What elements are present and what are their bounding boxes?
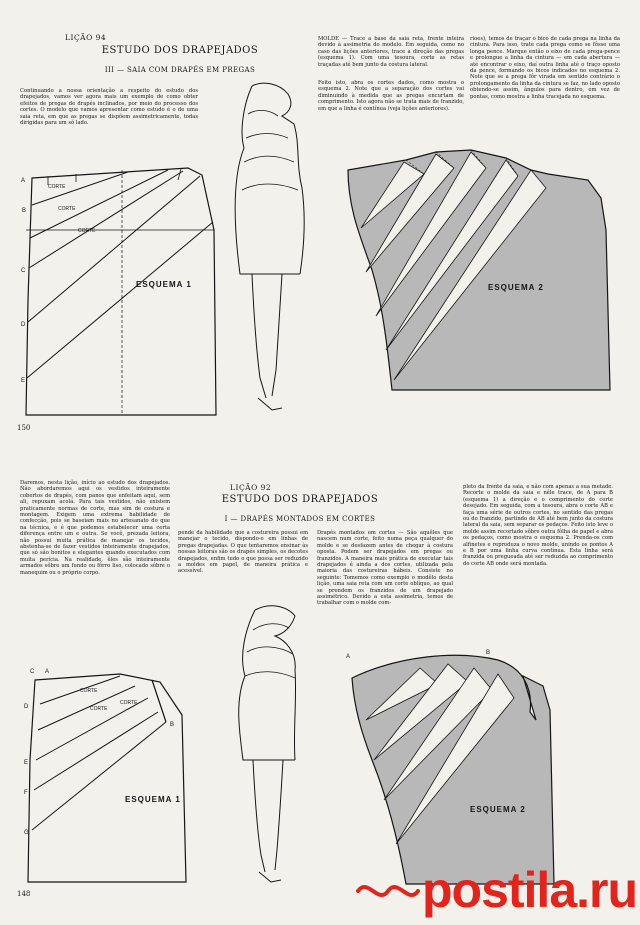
scheme1-2-point-d: D xyxy=(24,704,29,710)
scheme1-2-cut-label-1: CORTE xyxy=(80,688,98,694)
watermark-text: postila.ru xyxy=(422,862,638,918)
intro-paragraph: Continuando a nossa orientação a respeito do estudo dos drapejados, vamos ver agora mais um exemplo de como obter efeitos de pregas de drapés inclinados, por meio do processo dos cortes. O modelo que vamos apresentar como estudo é o de uma saia reta, em que as pregas se dispõem assimetricamente, todas dirigidas para um só lado. xyxy=(20,88,198,127)
scheme1-2-point-f: F xyxy=(24,790,28,796)
page-title: ESTUDO DOS DRAPEJADOS xyxy=(101,45,259,56)
scheme2-2-point-b: B xyxy=(486,650,491,656)
scheme1-diagram-2 xyxy=(20,660,200,885)
page-number-2: 148 xyxy=(17,890,31,898)
page-number: 150 xyxy=(17,424,31,432)
column-3-text: Drapés montados em cortes — São aquêles que nascem num corte, feito numa peça qualquer do molde e se desfazem antes de chegar à costura oposta. Podem ser drapejados em pregas ou franzidos. A maneira mais prática de executar tais drapejados é ainda a dos cortes, utilizada pela maioria das costureiras hábeis. Consiste no seguinte: Tomemos como exemplo o modêlo desta lição, uma saia reta com um corte oblíquo, ao qual se prendem os franzidos de um drapejado assimétrico. Devido a esta assimetria, temos de trabalhar com o molde com- xyxy=(317,530,453,607)
scheme2-2-label: ESQUEMA 2 xyxy=(470,805,526,814)
scheme1-2-point-g: G xyxy=(24,830,29,836)
page-subtitle-2: I — DRAPÉS MONTADOS EM CORTES xyxy=(224,515,376,523)
scheme2-label: ESQUEMA 2 xyxy=(488,283,544,292)
intro-column-text: Daremos, nesta lição, início ao estudo dos drapejados. Não abordaremos aqui os vestidos inteiramente cobertos de drapés, com panos que enfeitam aqui, sem ali, repuxam acolá. Para tais vestidos, não existem praticamente normas de corte, mas sim de costura e montagem. Exigem uma extrema habilidade de confecção, pois se baseiam mais no artesanato do que na técnica, e é que podemos estabelecer uma certa diferença entre um e outra. Se você, prezada leitora, não possui muita prática de manejar os tecidos, abstenha-se de fazer vestidos inteiramente drapejados, que só são bonitos e elegantes quando executados com muita perícia. Na realidade, êles são inteiramente armados sôbre um fundo ou fôrro liso, colocado sôbre o manequim ou o próprio corpo. xyxy=(20,480,170,576)
watermark xyxy=(356,862,638,918)
mold-paragraph: MOLDE — Trace a base da saia reta, frente inteira devido à assimetria do modelo. Em seguida, como no caso das lições anteriores, trace a direção das pregas (esquema 1). Com uma tesoura, corte as retas traçadas até bem junto da costura lateral. xyxy=(318,36,464,68)
scheme1-label: ESQUEMA 1 xyxy=(136,280,192,289)
page-title-2: ESTUDO DOS DRAPEJADOS xyxy=(221,494,379,505)
column-4-text: pleto da frente da saia, e não com apenas a sua metade. Recorte o molde da saia e nêle trace, de A para B (esquema 1) a direção e o comprimento do corte desejado. Em seguida, com a tesoura, abra o corte AB e faça uma série de outros cortes, no sentido das pregas ou do franzido, partindo de AB até bem junto da costura lateral da saia, sem separar os pedaços. Feito isto leve o molde assim recortado sôbre outra fôlha de papel e abra os pedaços, como mostra o esquema 2. Prenda-os com alfinetes e reproduza o novo molde, unindo os pontos A e B por uma linha curva contínua. Esta linha será franzida ou pregueada até ser reduzida ao comprimento do corte AB onde será montada. xyxy=(463,484,613,567)
right-paragraph: rioes), temos de traçar o bico de cada prega na linha da cintura. Para isso, trate cada prega como se fôsse uma longa pence. Marque então o eixo de cada prega-pence e prolongue a linha da cintura — em cada abertura — até encontrar o eixo, daí outra linha até o traço oposto da pence, formando os bicos indicados no esquema 2. Note que se a prega fôr virada em sentido contrário o prolongamento da linha da cintura se faz, no lado oposto obtendo-se assim, ângulos para dentro, em vez de pontas, como mostra a linha tracejada no esquema. xyxy=(470,36,620,100)
needle-thread-icon xyxy=(356,871,420,911)
scheme1-2-point-a: A xyxy=(45,669,50,675)
lesson-number: LIÇÃO 94 xyxy=(65,33,107,42)
scheme1-point-e: E xyxy=(21,378,26,384)
fashion-figure-illustration-2 xyxy=(225,600,320,890)
scheme1-diagram xyxy=(18,160,223,422)
scheme2-2-point-a: A xyxy=(346,654,351,660)
scheme1-cut-label-1: CORTE xyxy=(48,184,66,190)
scheme1-2-point-c: C xyxy=(30,669,35,675)
lesson-number-2: LIÇÃO 92 xyxy=(230,483,272,492)
scheme1-point-b: B xyxy=(22,208,27,214)
scheme1-2-cut-label-2: CORTE xyxy=(90,706,108,712)
scheme1-cut-label-3: CORTE xyxy=(78,228,96,234)
mold-paragraph-2: Feito isto, abra os cortes dados, como mostra o esquema 2. Note que a separação dos cortes vai diminuindo à medida que as pregas encurtam de comprimento. Isto agora não se trata mais de franzido, em que a linha é contínua (veja lições anteriores). xyxy=(318,80,464,112)
scheme1-2-label: ESQUEMA 1 xyxy=(125,795,181,804)
scheme2-diagram-2 xyxy=(338,640,610,888)
scheme1-point-a: A xyxy=(21,178,26,184)
scheme1-2-point-e: E xyxy=(24,760,29,766)
page-subtitle: III — SAIA COM DRAPÉS EM PREGAS xyxy=(104,66,256,74)
scheme1-point-d: D xyxy=(21,322,26,328)
scheme1-2-point-b: B xyxy=(170,722,175,728)
scheme1-cut-label-2: CORTE xyxy=(58,206,76,212)
scheme1-2-cut-label-3: CORTE xyxy=(120,700,138,706)
column-2-text: pende da habilidade que a costureira possui em manejar o tecido, dispondo-o em linhas de pregas drapejadas. O que tentaremos ensinar às nossas leitoras são os drapés simples, os decotes drapejados, enfim tudo o que possa ser reduzido a moldes em papel, de maneira prática e acessível. xyxy=(178,530,308,575)
fashion-figure-illustration xyxy=(222,78,322,418)
scheme1-point-c: C xyxy=(21,268,26,274)
scheme2-diagram xyxy=(336,140,628,422)
